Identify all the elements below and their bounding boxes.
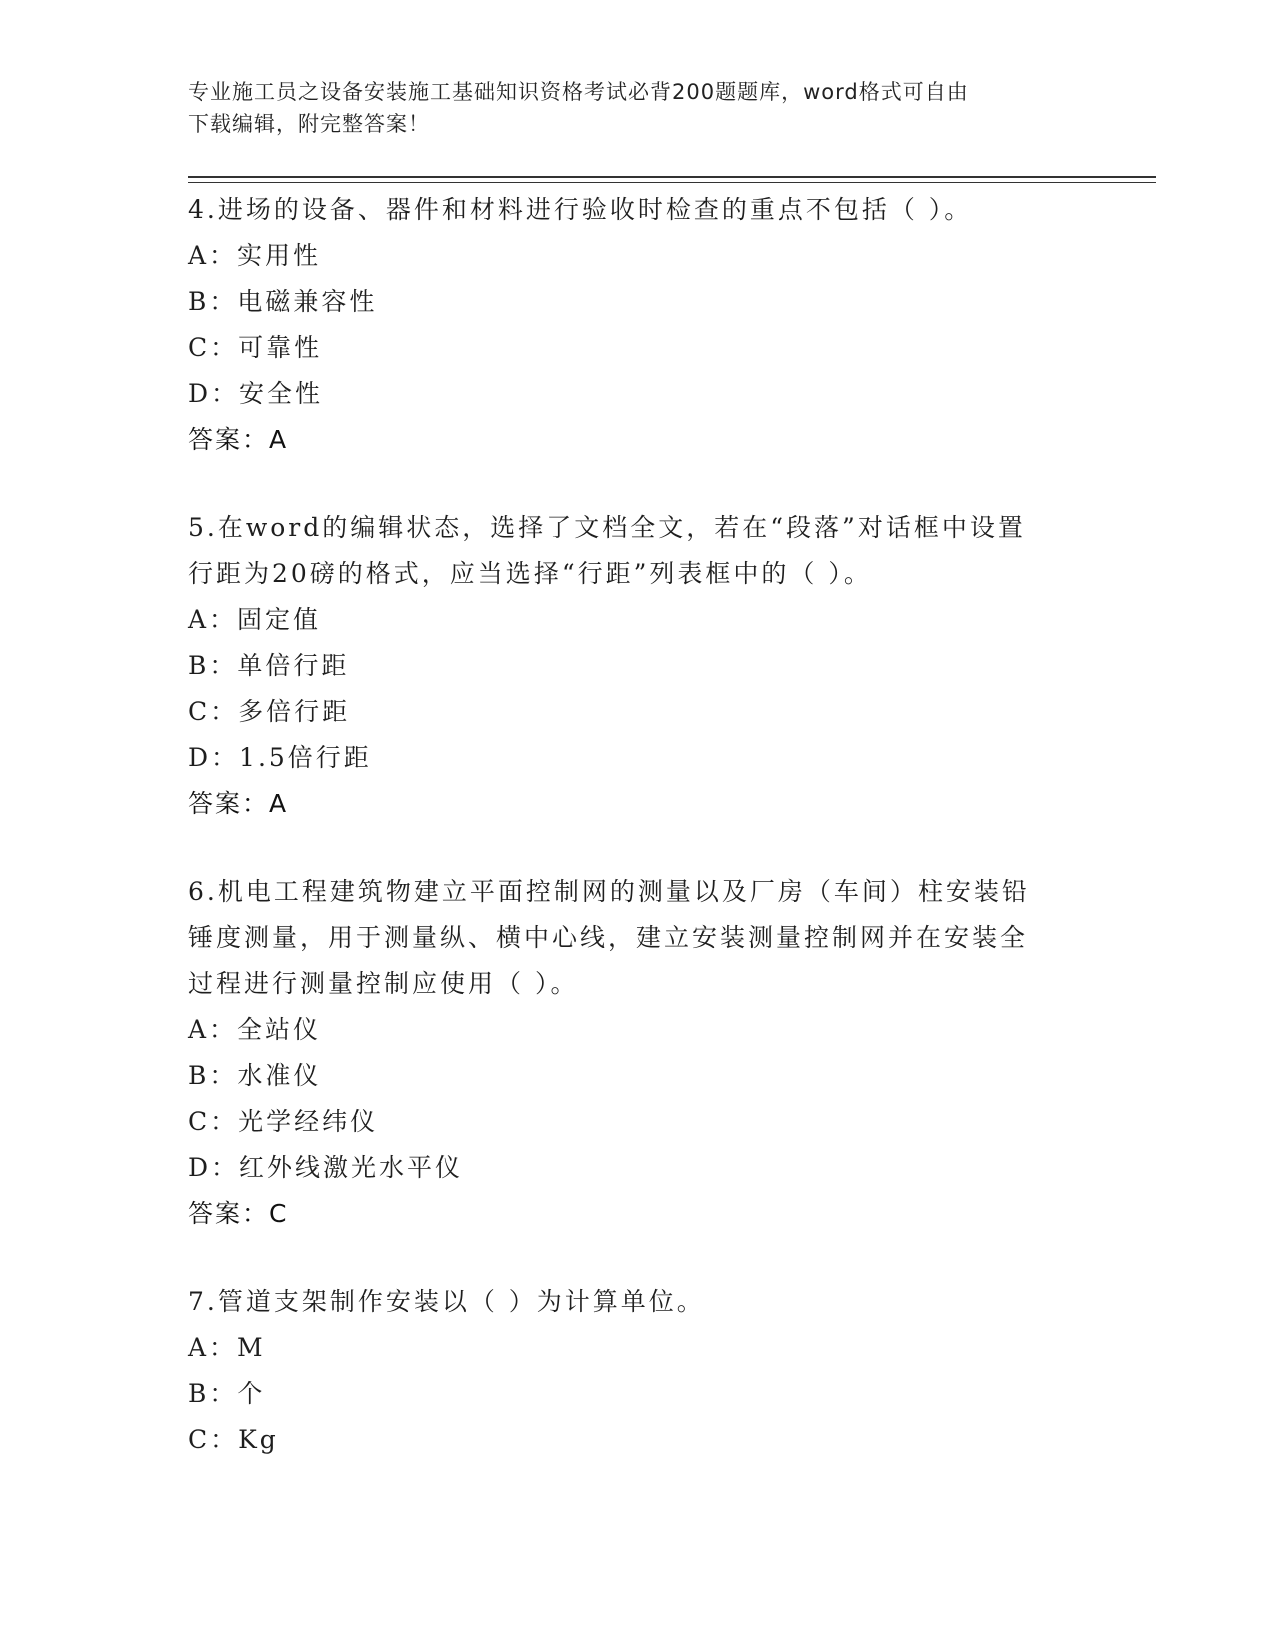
option-d: D：1.5倍行距 — [188, 743, 372, 772]
option-c: C：多倍行距 — [188, 697, 351, 726]
option-a: A：M — [188, 1333, 266, 1362]
question-block — [188, 1279, 1188, 1463]
header-line-2: 下载编辑，附完整答案！ — [188, 112, 430, 136]
option-a: A：固定值 — [188, 605, 322, 634]
document-header — [188, 76, 1088, 140]
question-block — [188, 187, 1188, 463]
option-b: B：电磁兼容性 — [188, 287, 378, 316]
question-stem: 7.管道支架制作安装以（ ）为计算单位。 — [188, 1287, 705, 1316]
header-divider-thin — [188, 182, 1156, 183]
question-stem-cont: 过程进行测量控制应使用（ ）。 — [188, 969, 579, 998]
question-stem-cont: 锤度测量，用于测量纵、横中心线，建立安装测量控制网并在安装全 — [188, 923, 1029, 952]
option-c: C：可靠性 — [188, 333, 323, 362]
question-stem: 6.机电工程建筑物建立平面控制网的测量以及厂房（车间）柱安装铅 — [188, 877, 1030, 906]
header-line-1: 专业施工员之设备安装施工基础知识资格考试必背200题题库，word格式可自由 — [188, 80, 969, 104]
answer-line: 答案：A — [188, 789, 289, 818]
question-stem-cont: 行距为20磅的格式，应当选择“行距”列表框中的（ ）。 — [188, 559, 872, 588]
option-d: D：红外线激光水平仪 — [188, 1153, 464, 1182]
option-c: C：Kg — [188, 1425, 279, 1454]
option-a: A：全站仪 — [188, 1015, 322, 1044]
question-block — [188, 869, 1188, 1237]
option-c: C：光学经纬仪 — [188, 1107, 379, 1136]
question-list — [188, 187, 1188, 1463]
header-divider — [188, 176, 1156, 178]
question-stem: 5.在word的编辑状态，选择了文档全文，若在“段落”对话框中设置 — [188, 513, 1026, 542]
answer-line: 答案：A — [188, 425, 289, 454]
question-block — [188, 505, 1188, 827]
option-b: B：单倍行距 — [188, 651, 350, 680]
answer-line: 答案：C — [188, 1199, 289, 1228]
option-b: B：水准仪 — [188, 1061, 322, 1090]
option-a: A：实用性 — [188, 241, 322, 270]
option-b: B：个 — [188, 1379, 266, 1408]
option-d: D：安全性 — [188, 379, 324, 408]
question-stem: 4.进场的设备、器件和材料进行验收时检查的重点不包括（ ）。 — [188, 195, 973, 224]
